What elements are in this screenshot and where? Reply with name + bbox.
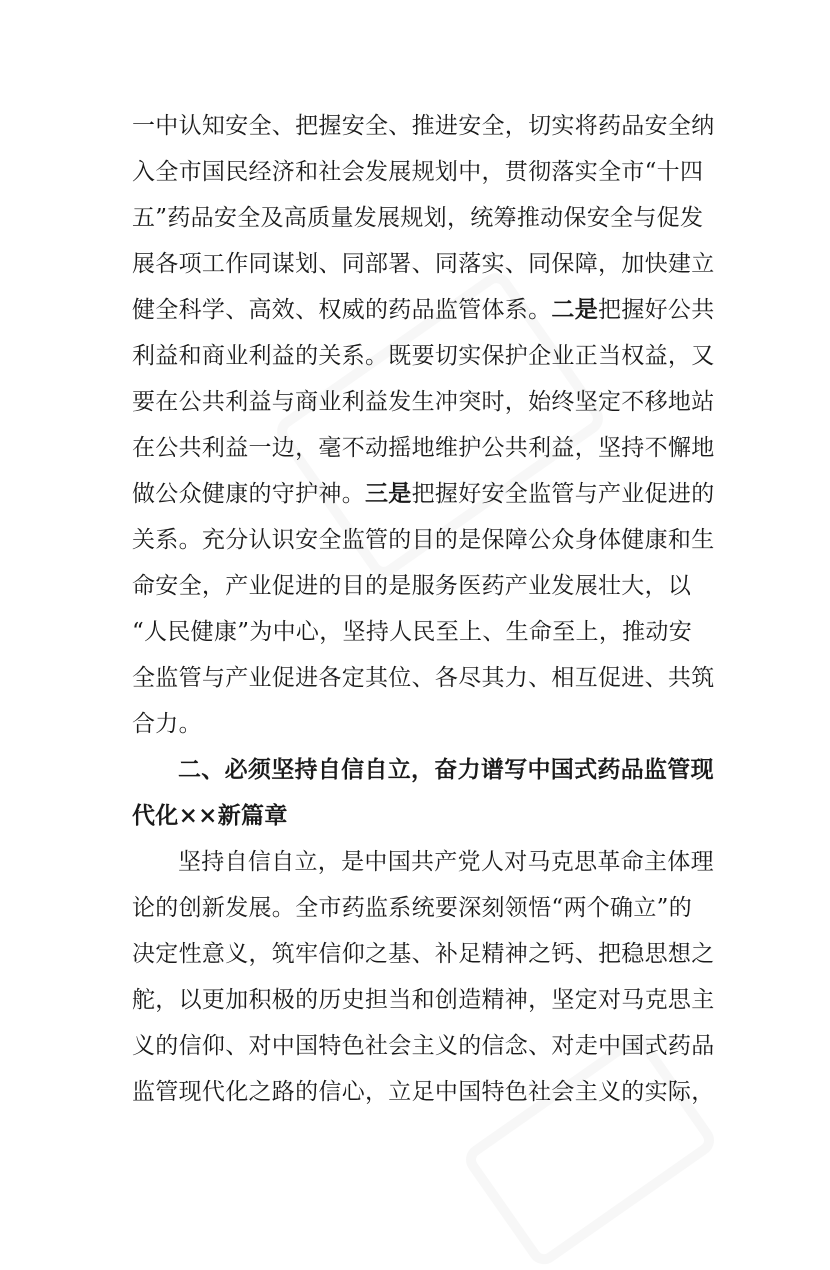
body-line: 关系。充分认识安全监管的目的是保障公众身体健康和生 — [132, 527, 715, 553]
body-line: 命安全，产业促进的目的是服务医药产业发展壮大，以 — [132, 573, 692, 599]
body-line: 利益和商业利益的关系。既要切实保护企业正当权益，又 — [132, 343, 715, 369]
body-line: 全监管与产业促进各定其位、各尽其力、相互促进、共筑 — [132, 665, 715, 691]
body-line: 在公共利益一边，毫不动摇地维护公共利益，坚持不懈地 — [132, 435, 715, 461]
body-line: 论的创新发展。全市药监系统要深刻领悟“两个确立”的 — [132, 895, 693, 921]
body-line: 舵，以更加积极的历史担当和创造精神，坚定对马克思主 — [132, 987, 715, 1013]
body-line: 展各项工作同谋划、同部署、同落实、同保障，加快建立 — [132, 251, 715, 277]
text-run: 把握好公共 — [598, 297, 715, 323]
text-run: 做公众健康的守护神。 — [132, 481, 365, 507]
body-line: 五”药品安全及高质量发展规划，统筹推动保安全与促发 — [132, 205, 704, 231]
body-line: 入全市国民经济和社会发展规划中，贯彻落实全市“十四 — [132, 159, 704, 185]
bold-marker: 二是 — [551, 296, 599, 323]
body-line: 监管现代化之路的信心，立足中国特色社会主义的实际， — [132, 1079, 715, 1105]
bold-marker: 三是 — [365, 480, 412, 507]
body-line: 决定性意义，筑牢信仰之基、补足精神之钙、把稳思想之 — [132, 941, 715, 967]
text-run: 健全科学、高效、权威的药品监管体系。 — [132, 297, 552, 323]
text-run: 把握好安全监管与产业促进的 — [411, 481, 715, 507]
body-line: 要在公共利益与商业利益发生冲突时，始终坚定不移地站 — [132, 389, 715, 415]
body-line — [132, 479, 715, 509]
watermark — [460, 1030, 721, 1270]
body-line: 义的信仰、对中国特色社会主义的信念、对走中国式药品 — [132, 1033, 715, 1059]
body-line: “人民健康”为中心，坚持人民至上、生命至上，推动安 — [132, 619, 693, 645]
body-line: 合力。 — [132, 711, 202, 737]
body-line: 坚持自信自立，是中国共产党人对马克思革命主体理 — [178, 849, 714, 875]
section-heading: 二、必须坚持自信自立，奋力谱写中国式药品监管现 — [178, 756, 714, 783]
body-line: 一中认知安全、把握安全、推进安全，切实将药品安全纳 — [132, 113, 715, 139]
body-line — [132, 295, 715, 325]
section-heading: 代化××新篇章 — [132, 802, 288, 829]
